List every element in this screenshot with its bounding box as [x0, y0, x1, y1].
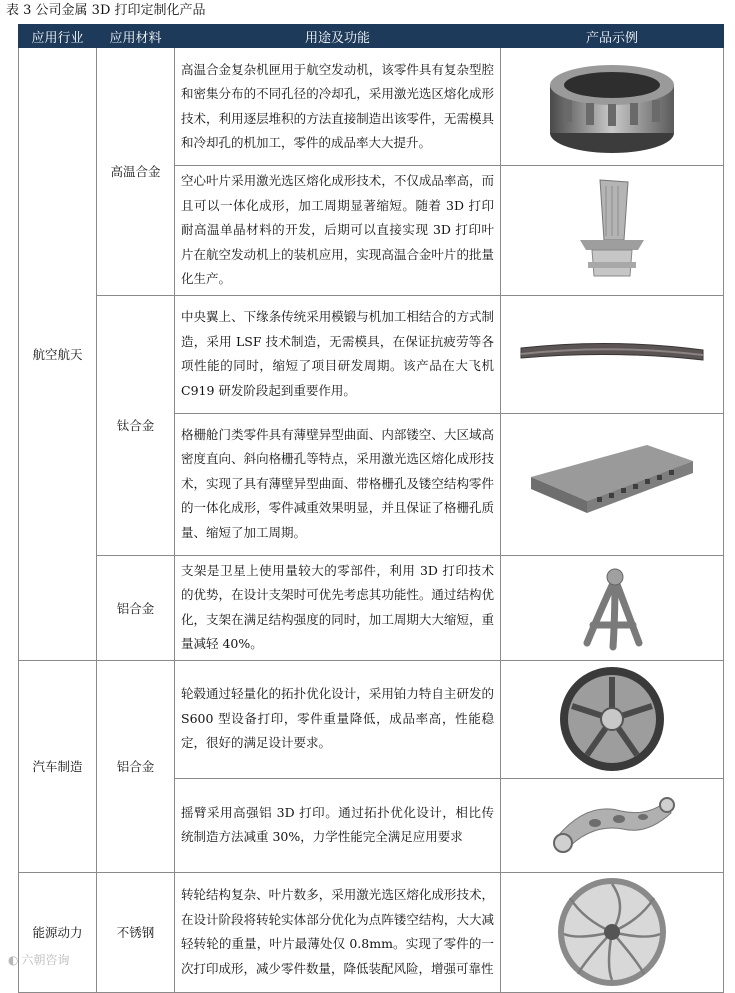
material-titanium: 钛合金: [97, 295, 175, 555]
material-stainless-steel: 不锈钢: [97, 872, 175, 992]
industry-aerospace: 航空航天: [19, 48, 97, 661]
table-row: [19, 555, 724, 660]
engine-casing-icon: [501, 48, 724, 166]
watermark-text: 六朝咨询: [21, 953, 70, 967]
industry-energy: 能源动力: [19, 872, 97, 992]
use-text: 支架是卫星上使用量较大的零部件，利用 3D 打印技术的优势，在设计支架时可优先考虑其功能性。通过结构优化，支架在满足结构强度的同时，加工周期大大缩短，重量减轻 40%。: [175, 555, 501, 660]
table-row: [19, 872, 724, 992]
material-superalloy: 高温合金: [97, 48, 175, 296]
grille-door-icon: [501, 413, 724, 555]
satellite-bracket-icon: [501, 555, 724, 660]
material-aluminum: 铝合金: [97, 555, 175, 660]
rocker-arm-icon: [501, 778, 724, 872]
use-text: 中央翼上、下缘条传统采用模锻与机加工相结合的方式制造，采用 LSF 技术制造，无需模具，在保证抗疲劳等各项性能的同时，缩短了项目研发周期。该产品在大飞机 C919 研发阶段起到重要作用。: [175, 295, 501, 413]
table-row: [19, 660, 724, 778]
use-text: 摇臂采用高强铝 3D 打印。通过拓扑优化设计，相比传统制造方法减重 30%，力学性能完全满足应用要求: [175, 778, 501, 872]
table-caption: 表 3 公司金属 3D 打印定制化产品: [6, 3, 206, 18]
material-aluminum-auto: 铝合金: [97, 660, 175, 872]
impeller-icon: [501, 872, 724, 992]
header-row: [19, 25, 724, 48]
use-text: 高温合金复杂机匣用于航空发动机，该零件具有复杂型腔和密集分布的不同孔径的冷却孔，采用激光选区熔化成形技术，利用逐层堆积的方法直接制造出该零件，无需模具和冷却孔的机加工，零件的成品率大大提升。: [175, 48, 501, 166]
use-text: 轮毂通过轻量化的拓扑优化设计，采用铂力特自主研发的 S600 型设备打印，零件重量降低，成品率高，性能稳定，很好的满足设计要求。: [175, 660, 501, 778]
turbine-blade-icon: [501, 166, 724, 296]
table-row: [19, 295, 724, 413]
watermark-logo-icon: ◐: [8, 952, 19, 967]
table-row: [19, 48, 724, 166]
use-text: 转轮结构复杂、叶片数多，采用激光选区熔化成形技术，在设计阶段将转轮实体部分优化为点阵镂空结构，大大减轻转轮的重量，叶片最薄处仅 0.8mm。实现了零件的一次打印成形，减少零件数量，降低装配风险，增强可靠性: [175, 872, 501, 992]
header-industry: 应用行业: [19, 25, 97, 48]
use-text: 空心叶片采用激光选区熔化成形技术，不仅成品率高，而且可以一体化成形，加工周期显著缩短。随着 3D 打印耐高温单晶材料的开发，后期可以直接实现 3D 打印叶片在航空发动机上的装机应用，实现高温合金叶片的批量化生产。: [175, 166, 501, 296]
product-table: [18, 24, 724, 993]
header-example: 产品示例: [501, 25, 724, 48]
wing-spar-icon: [501, 295, 724, 413]
use-text: 格栅舱门类零件具有薄壁异型曲面、内部镂空、大区域高密度直向、斜向格栅孔等特点，采用激光选区熔化成形技术，实现了具有薄壁异型曲面、带格栅孔及镂空结构零件的一体化成形，零件减重效果明显，并且保证了格栅孔质量、缩短了加工周期。: [175, 413, 501, 555]
watermark: [8, 951, 70, 968]
industry-automotive: 汽车制造: [19, 660, 97, 872]
header-material: 应用材料: [97, 25, 175, 48]
header-use: 用途及功能: [175, 25, 501, 48]
wheel-hub-icon: [501, 660, 724, 778]
